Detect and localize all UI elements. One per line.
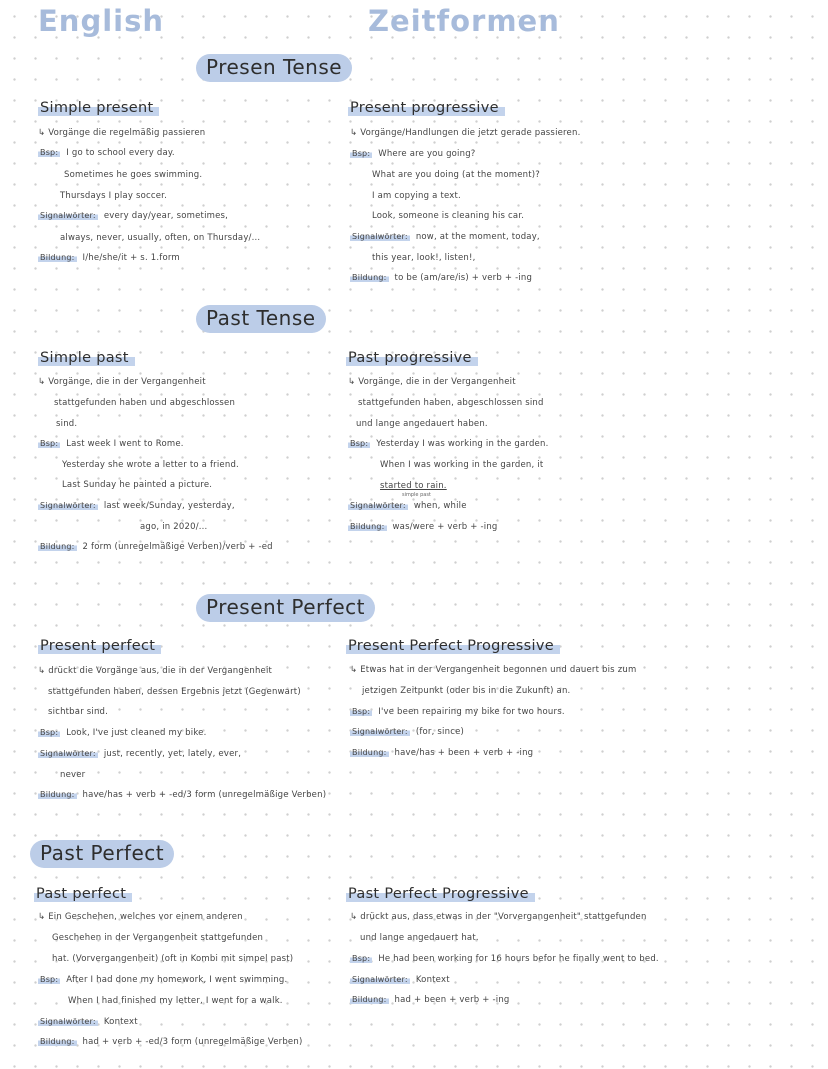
section-present-tense: Presen Tense [196,54,352,82]
present-perfect-desc-1: ↳ drückt die Vorgänge aus, die in der Vergangenheit [38,666,273,676]
present-perfect-progressive-title: Present Perfect Progressive [346,638,560,654]
simple-present-example-3: Thursdays I play soccer. [60,191,167,201]
past-progressive-desc-3: und lange angedauert haben. [356,419,488,429]
past-progressive-example-1: Bsp: Yesterday I was working in the garden. [350,439,549,449]
past-perfect-signal: Signalwörter: Kontext [40,1017,138,1027]
simple-present-example-2: Sometimes he goes swimming. [64,170,203,180]
past-perfect-progressive-title: Past Perfect Progressive [346,886,535,902]
simple-past-annotation: simple past [402,492,431,498]
present-perfect-desc-2: stattgefunden haben, dessen Ergebnis jetzt (Gegenwart) [48,687,301,697]
present-perfect-title: Present perfect [38,638,161,654]
present-progressive-example-1: Bsp: Where are you going? [352,149,476,159]
past-progressive-example-2: When I was working in the garden, it [380,460,544,470]
past-progressive-title: Past progressive [346,350,478,366]
present-progressive-example-3: I am copying a text. [372,191,461,201]
past-perfect-desc-1: ↳ Ein Geschehen, welches vor einem anderen [38,912,243,922]
present-progressive-example-4: Look, someone is cleaning his car. [372,211,525,221]
present-perfect-example-1: Bsp: Look, I've just cleaned my bike. [40,728,207,738]
past-perfect-desc-3: hat. (Vorvergangenheit) (oft in Kombi mit simpel past) [52,954,294,964]
simple-past-example-1: Bsp: Last week I went to Rome. [40,439,184,449]
simple-present-desc: ↳ Vorgänge die regelmäßig passieren [38,128,206,138]
past-perfect-progressive-bildung: Bildung: had + been + verb + -ing [352,995,510,1005]
section-past-perfect: Past Perfect [30,840,174,868]
past-progressive-desc-1: ↳ Vorgänge, die in der Vergangenheit [348,377,516,387]
simple-present-signal: Signalwörter: every day/year, sometimes, [40,211,229,221]
simple-past-signal: Signalwörter: last week/Sunday, yesterday, [40,501,235,511]
past-progressive-signal: Signalwörter: when, while [350,501,467,511]
present-progressive-example-2: What are you doing (at the moment)? [372,170,540,180]
simple-past-example-2: Yesterday she wrote a letter to a friend. [62,460,239,470]
present-perfect-signal-2: never [60,770,86,780]
zeitformen-title: Zeitformen [368,4,560,38]
simple-past-desc-2: stattgefunden haben und abgeschlossen [54,398,236,408]
simple-past-bildung: Bildung: 2 form (unregelmäßige Verben)/verb + -ed [40,542,273,552]
past-perfect-desc-2: Geschehen in der Vergangenheit stattgefunden [52,933,264,943]
section-past-tense: Past Tense [196,305,326,333]
simple-past-desc-3: sind. [56,419,78,429]
simple-past-example-3: Last Sunday he painted a picture. [62,480,213,490]
simple-present-title: Simple present [38,100,159,116]
present-progressive-title: Present progressive [348,100,505,116]
past-perfect-example-1: Bsp: After I had done my homework, I went swimming. [40,975,288,985]
section-present-perfect: Present Perfect [196,594,375,622]
present-perfect-bildung: Bildung: have/has + verb + -ed/3 form (unregelmäßige Verben) [40,790,327,800]
present-progressive-bildung: Bildung: to be (am/are/is) + verb + -ing [352,273,533,283]
english-title: English [38,4,165,38]
past-perfect-title: Past perfect [34,886,132,902]
past-progressive-bildung: Bildung: was/were + verb + -ing [350,522,498,532]
present-progressive-desc: ↳ Vorgänge/Handlungen die jetzt gerade passieren. [350,128,581,138]
past-progressive-desc-2: stattgefunden haben, abgeschlossen sind [358,398,544,408]
present-perfect-progressive-desc-1: ↳ Etwas hat in der Vergangenheit begonnen und dauert bis zum [350,665,637,675]
simple-past-signal-2: ago, in 2020/... [140,522,208,532]
simple-past-title: Simple past [38,350,135,366]
present-progressive-signal-2: this year, look!, listen!, [372,253,476,263]
present-perfect-progressive-bildung: Bildung: have/has + been + verb + -ing [352,748,534,758]
past-perfect-progressive-example: Bsp: He had been working for 16 hours befor he finally went to bed. [352,954,659,964]
present-perfect-progressive-example: Bsp: I've been repairing my bike for two hours. [352,707,565,717]
present-perfect-progressive-desc-2: jetzigen Zeitpunkt (oder bis in die Zukunft) an. [362,686,571,696]
present-perfect-progressive-signal: Signalwörter: (for, since) [352,727,465,737]
past-perfect-progressive-desc-2: und lange angedauert hat. [360,933,479,943]
past-perfect-bildung: Bildung: had + verb + -ed/3 form (unregelmäßige Verben) [40,1037,303,1047]
past-perfect-example-2: When I had finished my letter, I went for a walk. [68,996,283,1006]
present-perfect-signal: Signalwörter: just, recently, yet, lately, ever, [40,749,242,759]
past-perfect-progressive-signal: Signalwörter: Kontext [352,975,450,985]
simple-present-signal-2: always, never, usually, often, on Thursday/... [60,233,261,243]
present-progressive-signal: Signalwörter: now, at the moment, today, [352,232,540,242]
past-perfect-progressive-desc-1: ↳ drückt aus, dass etwas in der "Vorvergangenheit" stattgefunden [350,912,647,922]
simple-present-example-1: Bsp: I go to school every day. [40,148,175,158]
past-progressive-example-3: started to rain. [380,481,447,491]
simple-past-desc-1: ↳ Vorgänge, die in der Vergangenheit [38,377,206,387]
present-perfect-desc-3: sichtbar sind. [48,707,109,717]
simple-present-bildung: Bildung: I/he/she/it + s. 1.form [40,253,180,263]
